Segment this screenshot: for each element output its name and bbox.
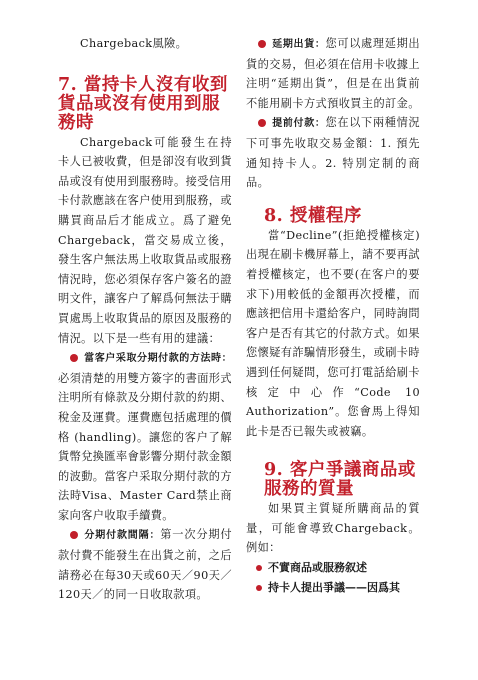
bullet-delayed-title: 延期出貨： (272, 39, 326, 50)
section-9-heading: 9. 客户爭議商品或服務的質量 (264, 460, 416, 500)
right-column (246, 34, 420, 598)
section-7-heading: 7. 當持卡人沒有收到貨品或沒有使用到服務時 (58, 74, 228, 133)
bullet-interval (58, 525, 232, 604)
bullet-advance-payment (246, 113, 420, 192)
bullet-dot-icon (256, 585, 262, 591)
bullet-interval-body: 第一次分期付款付費不能發生在出貨之前，之后請務必在每30天或60天／90天／120天／的同一日收取款項。 (58, 528, 232, 602)
bullet-installment-title: 當客户采取分期付款的方法時： (84, 353, 232, 365)
bullet-installment (58, 348, 232, 525)
bullet-dot-icon (258, 119, 266, 127)
bullet-installment-body: 必須清楚的用雙方簽字的書面形式注明所有條款及分期付款的約期、稅金及運費。運費應包括處理的價格 (handling)。讓您的客户了解貨幣兌換匯率會影響分期付款金額的波動。當客户采取分期付款的方法時Visa、Master Card禁止商家向客户收取手續費。 (58, 371, 232, 522)
bullet-dot-icon (70, 354, 78, 362)
section-8-heading: 8. 授權程序 (264, 205, 362, 226)
bullet-interval-title: 分期付款間隔： (84, 530, 161, 542)
bullet-dot-icon (256, 565, 262, 571)
section-8-body: 當“Decline”(拒絶授權核定) 出現在刷卡機屏幕上，請不要再試着授權核定，也不要(在客户的要求下)用較低的金額再次授權，而應該把信用卡還給客户，同時詢問客户是否有其它的付款方式。如果您懷疑有詐騙情形發生，或刷卡時遇到任何疑問，您可打電話給刷卡核定中心作“Code 10 Authorization”。您會馬上得知此卡是否已報失或被竊。 (246, 228, 420, 438)
bullet-advance-body: 您在以下兩種情況下可事先收取交易金額：1. 預先通知持卡人。2. 特別定制的商品。 (246, 116, 421, 190)
bullet-dot-icon (258, 40, 266, 48)
bullet-delayed-shipping (246, 34, 420, 113)
section-7-body: Chargeback可能發生在持卡人已被收費，但是卻沒有收到貨品或沒有使用到服務時。接受信用卡付款應該在客户使用到服務，或購買商品后才能成立。爲了避免Chargeback，當交易成立後，發生客户無法馬上收取貨品或服務情況時，您必須保存客户簽名的證明文件，讓客户了解爲何無法于購買處馬上收取貨品的原因及服務的情況。以下是一些有用的建議： (58, 135, 232, 345)
sub-item-misrepresentation: 不實商品或服務叙述 (246, 558, 420, 578)
section-9-body: 如果買主質疑所購商品的質量，可能會導致Chargeback。例如： (246, 502, 420, 555)
bullet-dot-icon (70, 531, 78, 539)
left-column (58, 34, 232, 605)
sub-item-dispute: 持卡人提出爭議——因爲其 (246, 578, 420, 598)
bullet-delayed-body: 您可以處理延期出貨的交易，但必須在信用卡收據上注明“延期出貨”，但是在出貨前不能用刷卡方式預收買主的訂金。 (246, 37, 421, 110)
intro-line: Chargeback風險。 (80, 37, 188, 50)
bullet-advance-title: 提前付款： (272, 118, 326, 130)
